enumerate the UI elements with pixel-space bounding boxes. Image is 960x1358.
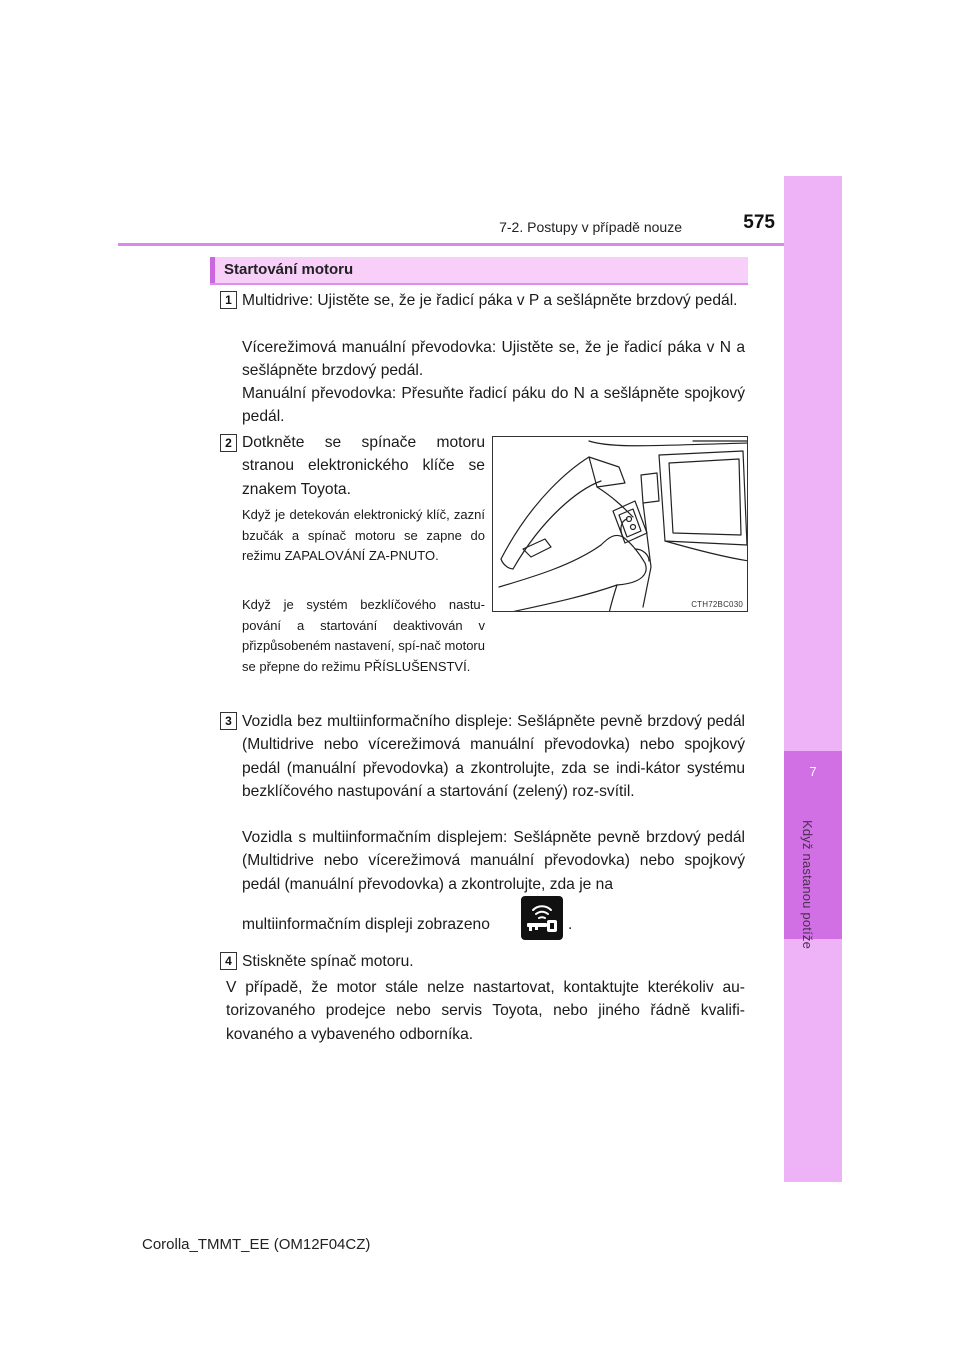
step-4-text: Stiskněte spínač motoru. [242,953,414,970]
step-1-paragraph-2: Vícerežimová manuální převodovka: Ujistěte se, že je řadicí páka v N a sešlápněte brzdový pedál. [242,339,745,380]
step-3-paragraph-2: Vozidla s multiinformačním displejem: Sešlápněte pevně brzdový pedál (Multidrive nebo vícerežimová manuální převodovka) nebo spojkový pedál (manuální převodovka) a zkontrolujte, zda je na [242,829,745,893]
step-number-4: 4 [220,952,237,970]
keyless-system-indicator-icon [521,896,563,940]
side-tab-strip [784,176,842,1182]
page-number: 575 [743,212,775,233]
step-3-paragraph-1: Vozidla bez multiinformačního displeje: Sešlápněte pevně brzdový pedál (Multidrive nebo vícerežimová manuální převodovka) nebo spojkový pedál (manuální převodovka) a zkontrolujte, zda se indi-kátor systému bezklíčového nastupování a startování (zelený) roz-svítil. [242,713,745,800]
step-number-3: 3 [220,712,237,730]
illustration-code: CTH72BC030 [691,600,743,609]
step-2-note-2: Když je systém bezklíčového nastu-pování a startování deaktivován v přizpůsobeném nastavení, spí-nač motoru se přepne do režimu PŘÍSLUŠENSTVÍ. [242,597,485,674]
header-rule [118,243,784,246]
step-2-note-1: Když je detekován elektronický klíč, zazní bzučák a spínač motoru se zapne do režimu ZAPALOVÁNÍ ZA-PNUTO. [242,507,485,564]
section-heading [210,257,748,285]
chapter-title: Když nastanou potíže [800,820,815,950]
step-number-1: 1 [220,291,237,309]
step-3-last-line: multiinformačním displeji zobrazeno [242,916,490,933]
section-heading-rule [210,283,748,285]
closing-paragraph: V případě, že motor stále nelze nastartovat, kontaktujte kterékoliv au-torizovaného prodejce nebo servis Toyota, nebo jiného řádně kvalifi-kovaného a vybaveného odborníka. [226,979,745,1043]
illustration-drawing [493,437,748,612]
step-3-period: . [568,916,573,933]
step-2-text: Dotkněte se spínače motoru stranou elektronického klíče se znakem Toyota. [242,434,485,498]
chapter-number: 7 [809,764,817,779]
step-number-2: 2 [220,434,237,452]
keyless-indicator-glyph [521,896,563,940]
running-header: 7-2. Postupy v případě nouze [499,219,682,235]
step-1-paragraph-1: Multidrive: Ujistěte se, že je řadicí páka v P a sešlápněte brzdový pedál. [242,292,738,309]
footer-document-id: Corolla_TMMT_EE (OM12F04CZ) [142,1236,371,1253]
section-heading-accent [210,257,215,285]
engine-switch-illustration [492,436,748,612]
section-title: Startování motoru [224,261,354,278]
step-1-paragraph-3: Manuální převodovka: Přesuňte řadicí páku do N a sešlápněte spojkový pedál. [242,385,745,426]
